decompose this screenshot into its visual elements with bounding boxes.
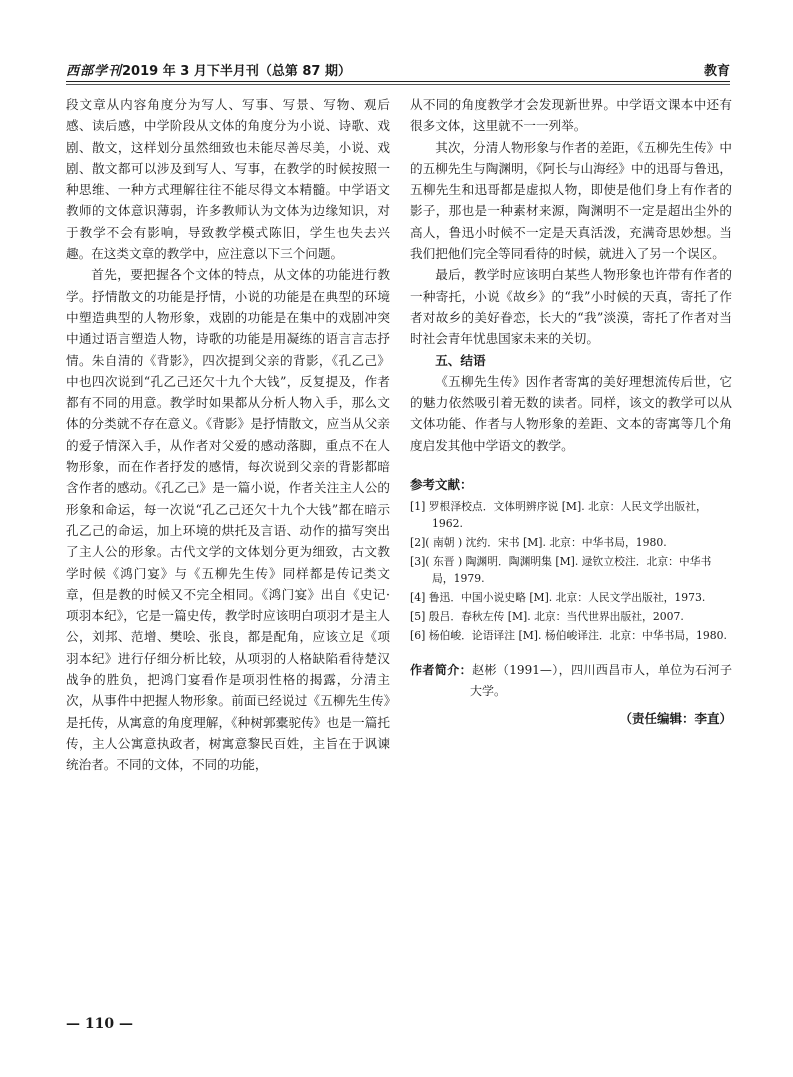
- reference-item: [2]( 南朝 ) 沈约．宋书 [M]. 北京：中华书局，1980.: [410, 536, 667, 550]
- reference-item: [1] 罗根泽校点．文体明辨序说 [M]. 北京：人民文学出版社，1962.: [410, 500, 707, 531]
- author-text: 赵彬（1991—），四川西昌市人，单位为石河子大学。: [470, 663, 732, 699]
- right-column: [410, 94, 732, 729]
- reference-list: [410, 498, 732, 644]
- editor-note: （责任编辑：李直）: [619, 711, 732, 727]
- reference-item: [4] 鲁迅．中国小说史略 [M]. 北京：人民文学出版社，1973.: [410, 591, 706, 605]
- header-rule-thin: [66, 84, 730, 85]
- header-rule: [66, 81, 730, 82]
- author-label: 作者简介：: [410, 663, 473, 678]
- left-column: [66, 94, 390, 776]
- paragraph: 其次，分清人物形象与作者的差距，《五柳先生传》中的五柳先生与陶渊明，《阿长与山海经》中的迅哥与鲁迅，五柳先生和迅哥都是虚拟人物，即使是他们身上有作者的影子，那也是一种素材来源，陶渊明不一定是超出尘外的高人，鲁迅小时候不一定是天真活泼，充满奇思妙想。当我们把他们完全等同看待的时候，就进入了另一个误区。: [410, 139, 732, 262]
- page-header: [66, 58, 730, 80]
- paragraph: 首先，要把握各个文体的特点，从文体的功能进行教学。抒情散文的功能是抒情，小说的功能是在典型的环境中塑造典型的人物形象，戏剧的功能是在集中的戏剧冲突中通过语言塑造人物，诗歌的功能是用凝练的语言言志抒情。朱自清的《背影》，四次提到父亲的背影，《孔乙己》中也四次说到“孔乙己还欠十九个大钱”，反复提及，作者都有不同的用意。教学时如果都从分析人物入手，那么文体的分类就不存在意义。《背影》是抒情散文，应当从父亲的爱子情深入手，从作者对父爱的感动落脚，重点不在人物形象，而在作者抒发的感情，每次说到父亲的背影都暗含作者的感动。《孔乙己》是一篇小说，作者关注主人公的形象和命运，每一次说“孔乙己还欠十九个大钱”都在暗示孔乙己的命运，加上环境的烘托及言语、动作的描写突出了主人公的形象。古代文学的文体划分更为细致，古文教学时候《鸿门宴》与《五柳先生传》同样都是传记类文章，但是教的时候又不完全相同。《鸿门宴》出自《史记·项羽本纪》，它是一篇史传，教学时应该明白项羽才是主人公，刘邦、范增、樊哙、张良，都是配角，应该立足《项羽本纪》进行仔细分析比较，从项羽的人格缺陷看待楚汉战争的胜负，把鸿门宴看作是项羽性格的揭露，分清主次，从事件中把握人物形象。前面已经说过《五柳先生传》是托传，从寓意的角度理解，《种树郭橐驼传》也是一篇托传，主人公寓意执政者，树寓意黎民百姓，主旨在于讽谏统治者。不同的文体，不同的功能，: [66, 267, 390, 773]
- section-label: 教育: [703, 64, 730, 79]
- reference-item: [6] 杨伯峻．论语译注 [M]. 杨伯峻译注．北京：中华书局，1980.: [410, 629, 727, 643]
- journal-logo: 西部学刊: [66, 64, 123, 79]
- journal-issue: [66, 60, 351, 79]
- reference-item: [3]( 东晋 ) 陶渊明．陶渊明集 [M]. 逯钦立校注．北京：中华书局，1979.: [410, 555, 712, 586]
- section-heading: 五、结语: [435, 352, 486, 368]
- page-number: — 110 —: [66, 1016, 133, 1032]
- paragraph: 从不同的角度教学才会发现新世界。中学语文课本中还有很多文体，这里就不一一列举。: [410, 97, 732, 134]
- paragraph: 段文章从内容角度分为写人、写事、写景、写物、观后感、读后感，中学阶段从文体的角度分为小说、诗歌、戏剧、散文，这样划分虽然细致也未能尽善尽美，小说、戏剧、散文都可以涉及到写人、写事，在教学的时候按照一种思维、一种方式理解往往不能尽得文本精髓。中学语文教师的文体意识薄弱，许多教师认为文体为边缘知识，对于教学不会有影响，导致教学模式陈旧，学生也失去兴趣。在这类文章的教学中，应注意以下三个问题。: [66, 97, 390, 262]
- reference-item: [5] 殷吕．春秋左传 [M]. 北京：当代世界出版社，2007.: [410, 610, 684, 624]
- author-bio: [410, 660, 732, 702]
- issue-info: 2019 年 3 月下半月刊（总第 87 期）: [122, 64, 351, 79]
- paragraph: 最后，教学时应该明白某些人物形象也许带有作者的一种寄托，小说《故乡》的“我”小时候的天真，寄托了作者对故乡的美好眷恋，长大的“我”淡漠，寄托了作者对当时社会青年忧患国家未来的关切。: [410, 267, 732, 347]
- paragraph: 《五柳先生传》因作者寄寓的美好理想流传后世，它的魅力依然吸引着无数的读者。同样，该文的教学可以从文体功能、作者与人物形象的差距、文本的寄寓等几个角度启发其他中学语文的教学。: [410, 373, 732, 453]
- references-heading: 参考文献：: [410, 477, 473, 493]
